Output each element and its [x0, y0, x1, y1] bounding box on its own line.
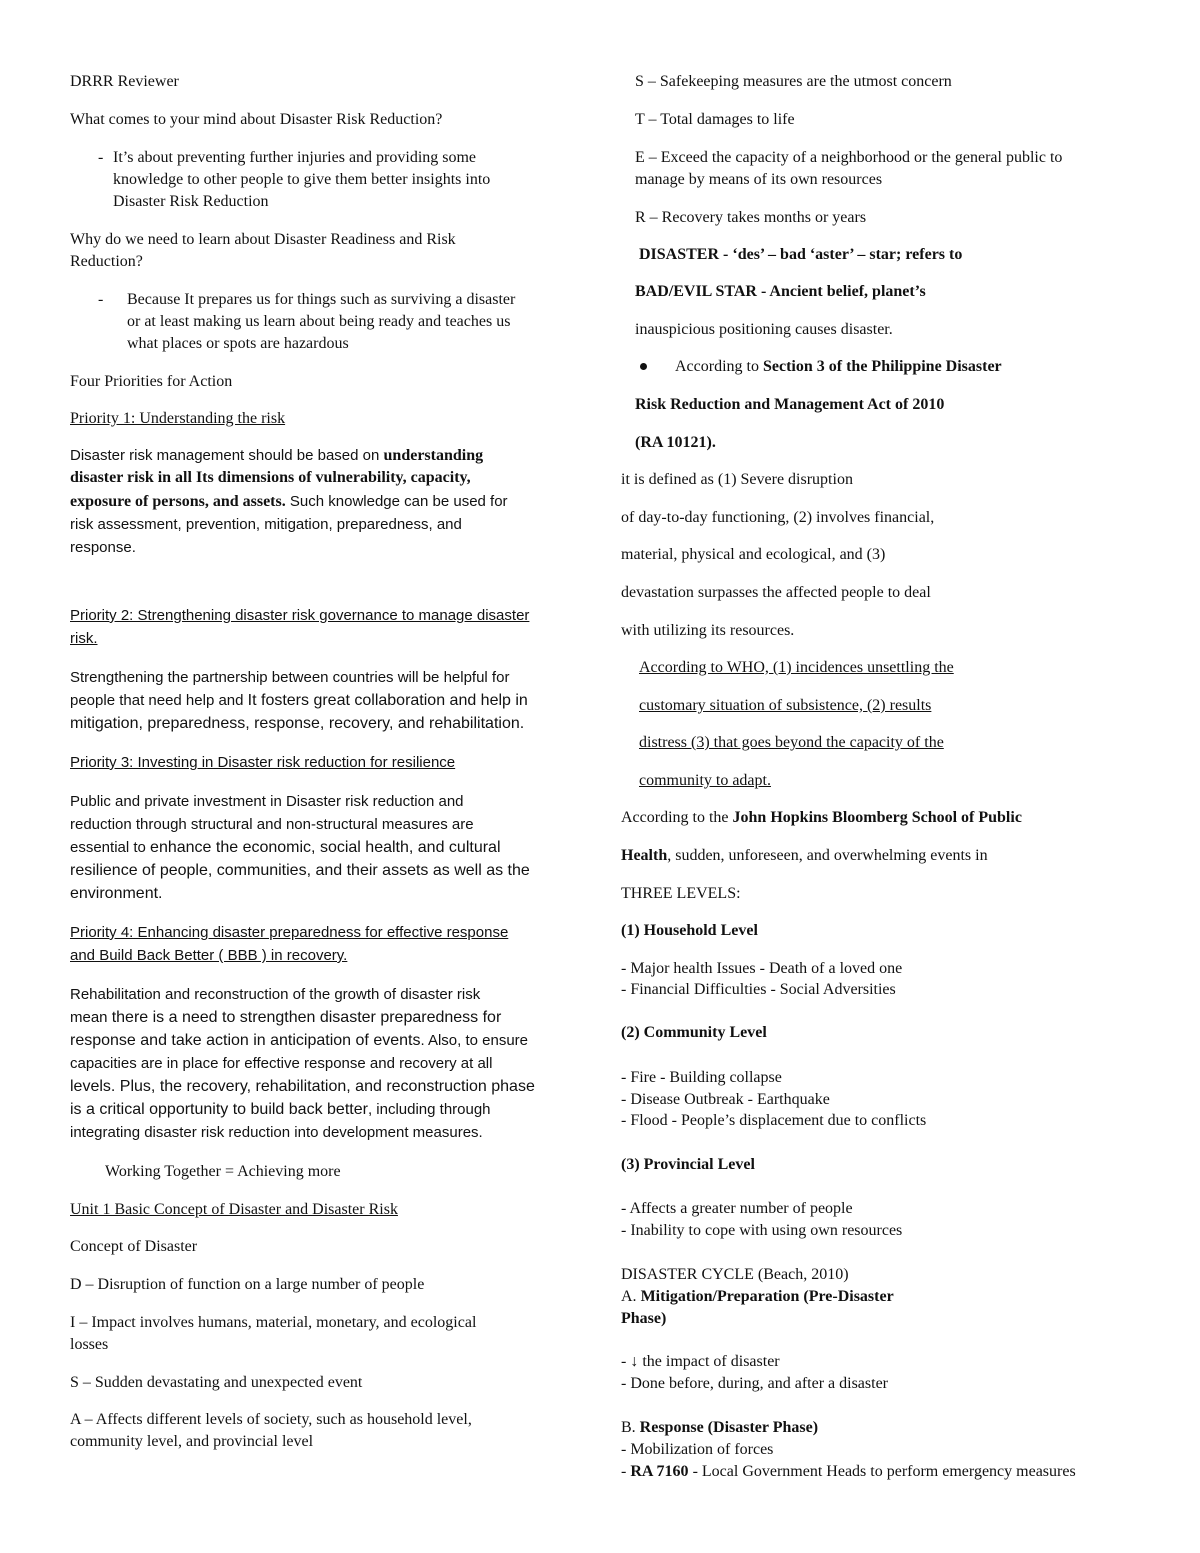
priority-1-body-line-5: response.: [70, 539, 136, 556]
priority-2-body-line-3: mitigation, preparedness, response, recovery, and rehabilitation.: [70, 715, 525, 732]
priority-4-body-line-5: levels. Plus, the recovery, rehabilitation, and reconstruction phase: [70, 1078, 535, 1095]
priority-3-body-line-4: resilience of people, communities, and their assets as well as the: [70, 862, 530, 879]
community-level-heading: (2) Community Level: [621, 1024, 767, 1041]
dash-marker: -: [98, 149, 104, 166]
acrostic-e-line-1: E – Exceed the capacity of a neighborhood or the general public to: [635, 149, 1063, 166]
priority-1-body-line-2: disaster risk in all Its dimensions of vulnerability, capacity,: [70, 469, 471, 486]
defined-line-3: material, physical and ecological, and (3): [621, 546, 886, 563]
provincial-item-1: - Affects a greater number of people: [621, 1200, 853, 1217]
unit-1-title: Unit 1 Basic Concept of Disaster and Disaster Risk: [70, 1201, 398, 1218]
cycle-b-item-1: - Mobilization of forces: [621, 1441, 774, 1458]
priority-1-body-line-1: Disaster risk management should be based on understanding: [70, 447, 484, 464]
question-2-line-2: Reduction?: [70, 253, 143, 270]
community-item-2: - Disease Outbreak - Earthquake: [621, 1091, 830, 1108]
priority-4-body-line-3: response and take action in anticipation of events. Also, to ensure: [70, 1032, 529, 1049]
household-item-2: - Financial Difficulties - Social Adversities: [621, 981, 896, 998]
who-line-1: According to WHO, (1) incidences unsettling the: [639, 659, 954, 676]
disaster-definition-line-1: DISASTER - ‘des’ – bad ‘aster’ – star; refers to: [639, 246, 963, 263]
provincial-item-2: - Inability to cope with using own resources: [621, 1222, 903, 1239]
section-3-line-1: According to Section 3 of the Philippine Disaster: [675, 358, 1002, 375]
section-3-line-3: (RA 10121).: [635, 434, 716, 451]
acrostic-i-line-2: losses: [70, 1336, 109, 1353]
bullet-icon: [640, 363, 647, 370]
cycle-a-line-2: Phase): [621, 1310, 667, 1327]
defined-line-4: devastation surpasses the affected people to deal: [621, 584, 931, 601]
acrostic-e-line-2: manage by means of its own resources: [635, 171, 883, 188]
answer-1-line-3: Disaster Risk Reduction: [113, 193, 269, 210]
defined-line-5: with utilizing its resources.: [621, 622, 795, 639]
answer-2-line-3: what places or spots are hazardous: [127, 335, 349, 352]
household-item-1: - Major health Issues - Death of a loved one: [621, 960, 903, 977]
working-together: Working Together = Achieving more: [105, 1163, 341, 1180]
priority-1-body-line-4: risk assessment, prevention, mitigation, preparedness, and: [70, 516, 462, 533]
answer-2-line-1: Because It prepares us for things such as surviving a disaster: [127, 291, 516, 308]
acrostic-a-line-1: A – Affects different levels of society, such as household level,: [70, 1411, 472, 1428]
question-1: What comes to your mind about Disaster Risk Reduction?: [70, 111, 443, 128]
cycle-a-item-1: - ↓ the impact of disaster: [621, 1353, 780, 1370]
community-item-1: - Fire - Building collapse: [621, 1069, 782, 1086]
priority-2-title-line-1: Priority 2: Strengthening disaster risk governance to manage disaster: [70, 607, 530, 624]
john-hopkins-line-2: Health, sudden, unforeseen, and overwhelming events in: [621, 847, 988, 864]
doc-title: DRRR Reviewer: [70, 73, 179, 90]
three-levels-heading: THREE LEVELS:: [621, 885, 741, 902]
disaster-definition-line-2: BAD/EVIL STAR - Ancient belief, planet’s: [635, 283, 926, 300]
acrostic-s: S – Sudden devastating and unexpected event: [70, 1374, 363, 1391]
priority-4-body-line-7: integrating disaster risk reduction into development measures.: [70, 1124, 483, 1141]
priority-4-title-line-1: Priority 4: Enhancing disaster preparedness for effective response: [70, 924, 509, 941]
cycle-a-item-2: - Done before, during, and after a disaster: [621, 1375, 888, 1392]
acrostic-a-line-2: community level, and provincial level: [70, 1433, 314, 1450]
priority-4-body-line-1: Rehabilitation and reconstruction of the growth of disaster risk: [70, 986, 481, 1003]
priority-3-body-line-3: essential to enhance the economic, social health, and cultural: [70, 839, 501, 856]
john-hopkins-line-1: According to the John Hopkins Bloomberg School of Public: [621, 809, 1022, 826]
four-priorities-heading: Four Priorities for Action: [70, 373, 233, 390]
who-line-2: customary situation of subsistence, (2) results: [639, 697, 932, 714]
concept-heading: Concept of Disaster: [70, 1238, 198, 1255]
household-level-heading: (1) Household Level: [621, 922, 758, 939]
acrostic-t: T – Total damages to life: [635, 111, 795, 128]
answer-1-line-2: knowledge to other people to give them better insights into: [113, 171, 491, 188]
cycle-a-line-1: A. Mitigation/Preparation (Pre-Disaster: [621, 1288, 894, 1305]
priority-3-body-line-2: reduction through structural and non-structural measures are: [70, 816, 474, 833]
acrostic-i-line-1: I – Impact involves humans, material, monetary, and ecological: [70, 1314, 477, 1331]
cycle-b-item-2: - RA 7160 - Local Government Heads to perform emergency measures: [621, 1463, 1076, 1480]
priority-2-title-line-2: risk.: [70, 630, 98, 647]
defined-line-2: of day-to-day functioning, (2) involves financial,: [621, 509, 935, 526]
priority-3-body-line-1: Public and private investment in Disaster risk reduction and: [70, 793, 464, 810]
priority-1-title: Priority 1: Understanding the risk: [70, 410, 286, 427]
provincial-level-heading: (3) Provincial Level: [621, 1156, 755, 1173]
priority-4-body-line-2: mean there is a need to strengthen disaster preparedness for: [70, 1009, 502, 1026]
acrostic-d: D – Disruption of function on a large number of people: [70, 1276, 425, 1293]
priority-1-body-line-3: exposure of persons, and assets. Such knowledge can be used for: [70, 493, 508, 510]
priority-3-body-line-5: environment.: [70, 885, 163, 902]
defined-line-1: it is defined as (1) Severe disruption: [621, 471, 853, 488]
question-2-line-1: Why do we need to learn about Disaster Readiness and Risk: [70, 231, 456, 248]
priority-4-title-line-2: and Build Back Better ( BBB ) in recovery.: [70, 947, 348, 964]
priority-4-body-line-4: capacities are in place for effective response and recovery at all: [70, 1055, 493, 1072]
dash-marker: -: [98, 291, 104, 308]
acrostic-s2: S – Safekeeping measures are the utmost concern: [635, 73, 952, 90]
priority-2-body-line-2: people that need help and It fosters great collaboration and help in: [70, 692, 528, 709]
disaster-cycle-heading: DISASTER CYCLE (Beach, 2010): [621, 1266, 849, 1283]
disaster-definition-line-3: inauspicious positioning causes disaster.: [635, 321, 893, 338]
answer-1-line-1: It’s about preventing further injuries and providing some: [113, 149, 477, 166]
section-3-line-2: Risk Reduction and Management Act of 2010: [635, 396, 945, 413]
acrostic-r: R – Recovery takes months or years: [635, 209, 867, 226]
who-line-4: community to adapt.: [639, 772, 771, 789]
priority-3-title: Priority 3: Investing in Disaster risk reduction for resilience: [70, 754, 456, 771]
community-item-3: - Flood - People’s displacement due to conflicts: [621, 1112, 927, 1129]
who-line-3: distress (3) that goes beyond the capacity of the: [639, 734, 944, 751]
priority-4-body-line-6: is a critical opportunity to build back better, including through: [70, 1101, 491, 1118]
priority-2-body-line-1: Strengthening the partnership between countries will be helpful for: [70, 669, 510, 686]
cycle-b-heading: B. Response (Disaster Phase): [621, 1419, 819, 1436]
answer-2-line-2: or at least making us learn about being ready and teaches us: [127, 313, 511, 330]
